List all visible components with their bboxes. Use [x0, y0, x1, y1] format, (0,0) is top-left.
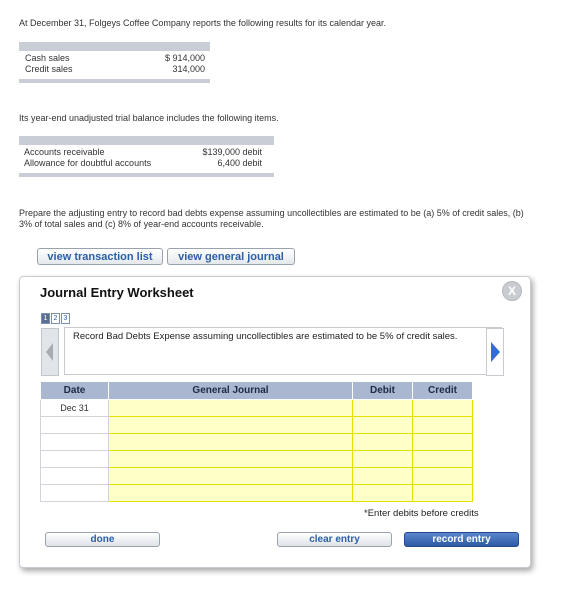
table-row: [41, 400, 473, 417]
col-header-date: Date: [41, 382, 109, 400]
step-1-tab[interactable]: 1: [41, 313, 50, 324]
debit-input[interactable]: [353, 485, 413, 502]
date-cell: [41, 417, 109, 434]
account-input[interactable]: [109, 468, 353, 485]
table-row: [41, 417, 473, 434]
trial-table-header: [19, 136, 274, 145]
date-cell: [41, 485, 109, 502]
table-row: [41, 434, 473, 451]
table-row: [41, 468, 473, 485]
close-icon[interactable]: X: [502, 281, 522, 301]
sales-table-header: [19, 42, 210, 51]
date-cell: Dec 31: [41, 400, 109, 417]
date-cell: [41, 434, 109, 451]
prev-arrow-button[interactable]: [41, 328, 59, 376]
trial-table-footer: [19, 173, 274, 177]
table-row: [41, 485, 473, 502]
account-input[interactable]: [109, 451, 353, 468]
clear-entry-button[interactable]: clear entry: [277, 532, 392, 547]
sales-row-label: Cash sales: [25, 53, 70, 63]
date-cell: [41, 451, 109, 468]
date-cell: [41, 468, 109, 485]
question-prompt: Prepare the adjusting entry to record bad debts expense assuming uncollectibles are estimated to be (a) 5% of credit sales, (b) 3% of total sales and (c) 8% of year-end accounts receivable.: [19, 208, 524, 229]
trial-intro-text: Its year-end unadjusted trial balance includes the following items.: [19, 113, 279, 123]
debit-input[interactable]: [353, 468, 413, 485]
col-header-credit: Credit: [413, 382, 473, 400]
debits-before-credits-note: *Enter debits before credits: [364, 508, 479, 519]
intro-text: At December 31, Folgeys Coffee Company reports the following results for its calendar year.: [19, 18, 387, 28]
trial-row-label: Accounts receivable: [24, 147, 105, 157]
account-input[interactable]: [109, 485, 353, 502]
table-row: [41, 451, 473, 468]
debit-input[interactable]: [353, 434, 413, 451]
account-input[interactable]: [109, 434, 353, 451]
next-arrow-button[interactable]: [486, 328, 504, 376]
sales-row-label: Credit sales: [25, 64, 73, 74]
sales-table-footer: [19, 79, 210, 83]
col-header-general-journal: General Journal: [109, 382, 353, 400]
account-input[interactable]: [109, 400, 353, 417]
step-2-tab[interactable]: 2: [51, 313, 60, 324]
trial-row-value: 6,400 debit: [217, 158, 262, 168]
account-input[interactable]: [109, 417, 353, 434]
trial-row-label: Allowance for doubtful accounts: [24, 158, 152, 168]
arrow-left-icon: [42, 329, 58, 375]
step-3-tab[interactable]: 3: [61, 313, 70, 324]
journal-entry-worksheet: [19, 276, 531, 568]
record-entry-button[interactable]: record entry: [404, 532, 519, 547]
journal-table: [40, 381, 473, 502]
sales-row-value: $ 914,000: [164, 53, 205, 63]
trial-row-value: $139,000 debit: [202, 147, 262, 157]
journal-header-row: [41, 382, 473, 400]
debit-input[interactable]: [353, 400, 413, 417]
credit-input[interactable]: [413, 417, 473, 434]
entry-description: [64, 327, 502, 375]
step-indicator: [41, 313, 71, 323]
entry-description-text: Record Bad Debts Expense assuming uncollectibles are estimated to be 5% of credit sales.: [73, 331, 458, 342]
view-general-journal-button[interactable]: view general journal: [167, 248, 295, 265]
credit-input[interactable]: [413, 400, 473, 417]
done-button[interactable]: done: [45, 532, 160, 547]
debit-input[interactable]: [353, 417, 413, 434]
credit-input[interactable]: [413, 451, 473, 468]
col-header-debit: Debit: [353, 382, 413, 400]
credit-input[interactable]: [413, 468, 473, 485]
debit-input[interactable]: [353, 451, 413, 468]
view-transaction-list-button[interactable]: view transaction list: [37, 248, 163, 265]
arrow-right-icon: [487, 329, 503, 375]
sales-row-value: 314,000: [172, 64, 205, 74]
credit-input[interactable]: [413, 434, 473, 451]
credit-input[interactable]: [413, 485, 473, 502]
worksheet-title: Journal Entry Worksheet: [40, 285, 194, 300]
